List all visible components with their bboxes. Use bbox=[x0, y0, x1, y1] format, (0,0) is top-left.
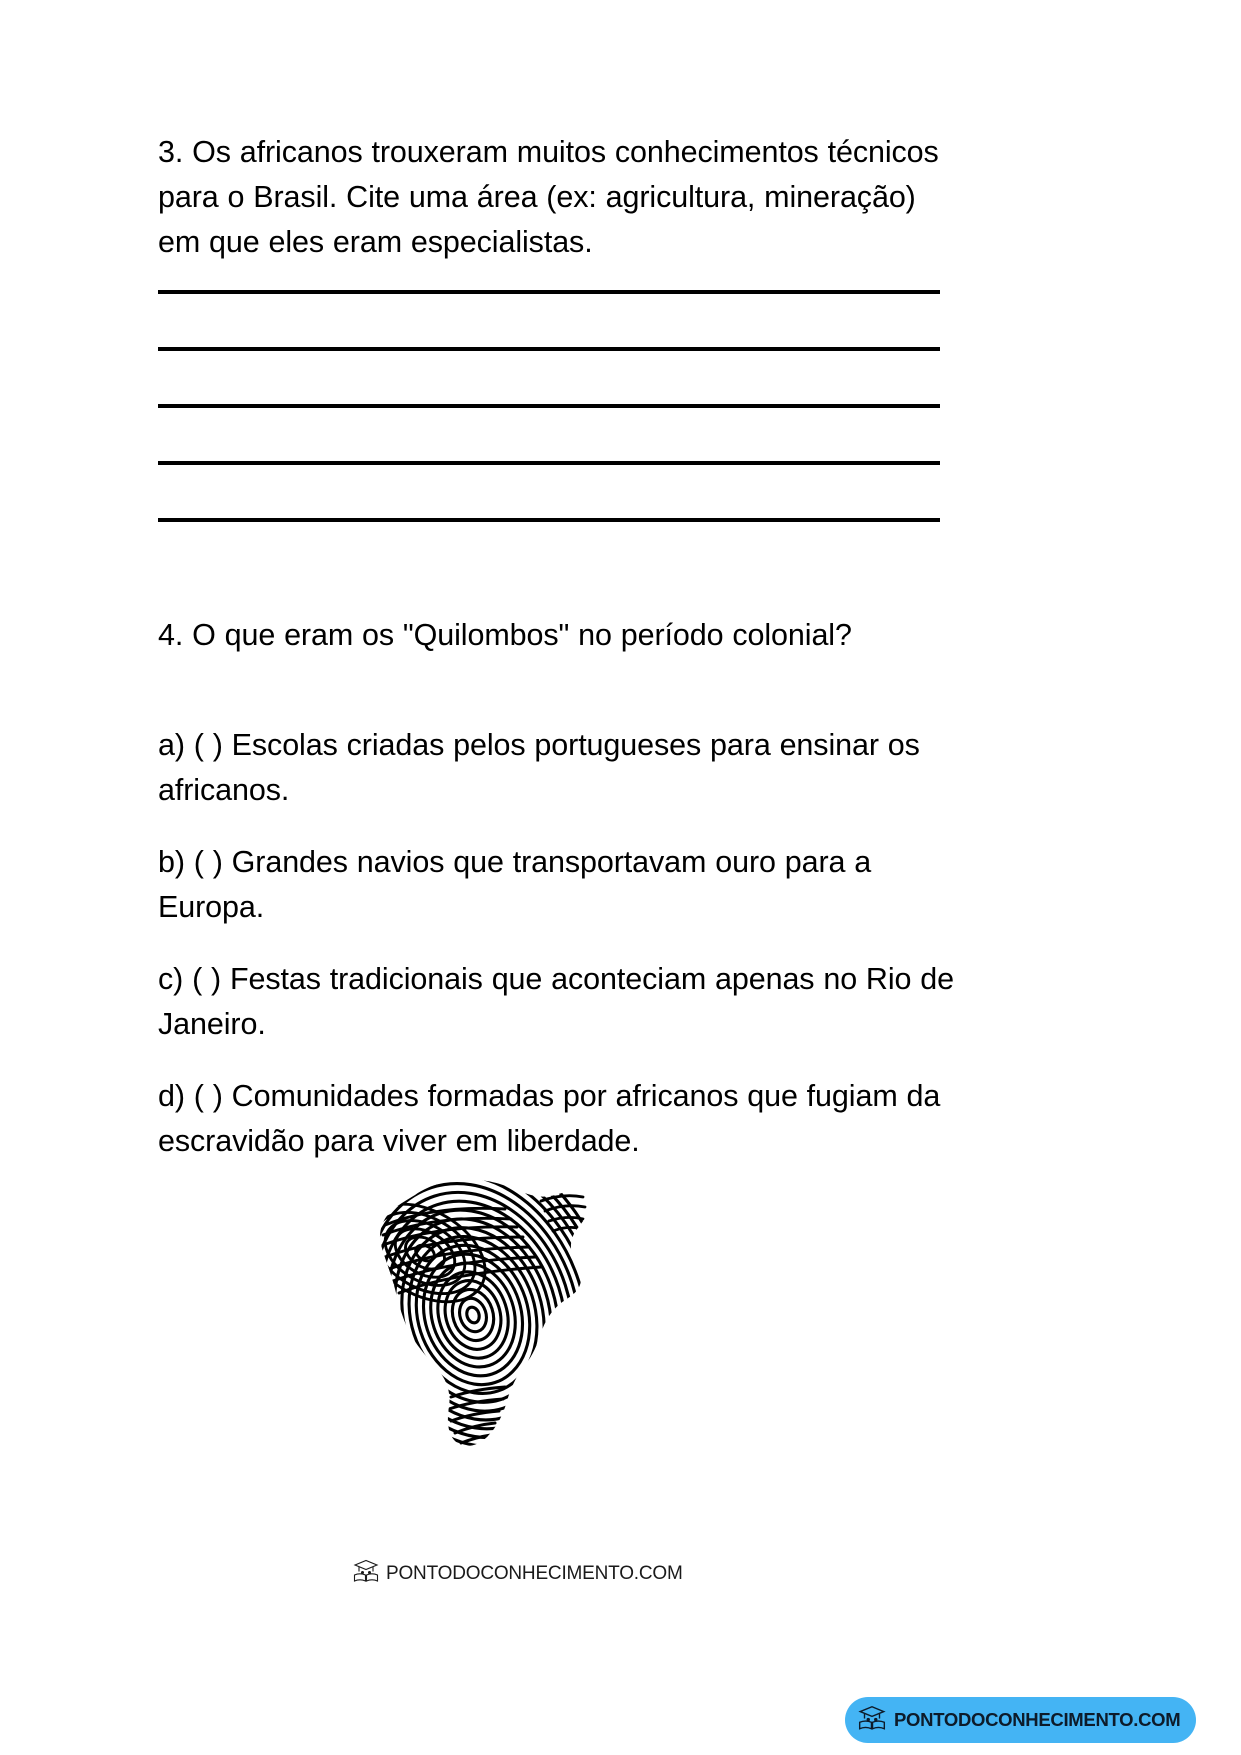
illustration-caption bbox=[352, 1558, 683, 1589]
answer-line bbox=[158, 461, 940, 465]
question-3-block bbox=[158, 130, 958, 265]
answer-line bbox=[158, 518, 940, 522]
caption-text: PONTODOCONHECIMENTO.COM bbox=[386, 1562, 683, 1584]
badge-text: PONTODOCONHECIMENTO.COM bbox=[894, 1709, 1181, 1730]
answer-line bbox=[158, 347, 940, 351]
answer-line bbox=[158, 404, 940, 408]
option-b[interactable]: b) ( ) Grandes navios que transportavam ouro para a Europa. bbox=[158, 845, 872, 924]
option-d[interactable]: d) ( ) Comunidades formadas por africanos que fugiam da escravidão para viver em liberdade. bbox=[158, 1079, 941, 1158]
graduation-book-icon bbox=[352, 1558, 380, 1589]
africa-fingerprint-illustration bbox=[355, 1165, 645, 1465]
question-3-text: 3. Os africanos trouxeram muitos conhecimentos técnicos para o Brasil. Cite uma área (ex: agricultura, mineração) em que eles eram especialistas. bbox=[158, 135, 939, 259]
option-c[interactable]: c) ( ) Festas tradicionais que aconteciam apenas no Rio de Janeiro. bbox=[158, 962, 954, 1041]
answer-lines-group bbox=[158, 290, 940, 522]
graduation-book-icon bbox=[857, 1704, 887, 1737]
question-4-text: 4. O que eram os "Quilombos" no período colonial? bbox=[158, 618, 852, 652]
question-4-options bbox=[158, 723, 958, 1164]
question-4-block bbox=[158, 613, 958, 658]
option-a[interactable]: a) ( ) Escolas criadas pelos portugueses para ensinar os africanos. bbox=[158, 728, 920, 807]
answer-line bbox=[158, 290, 940, 294]
site-watermark-badge[interactable] bbox=[845, 1697, 1196, 1743]
